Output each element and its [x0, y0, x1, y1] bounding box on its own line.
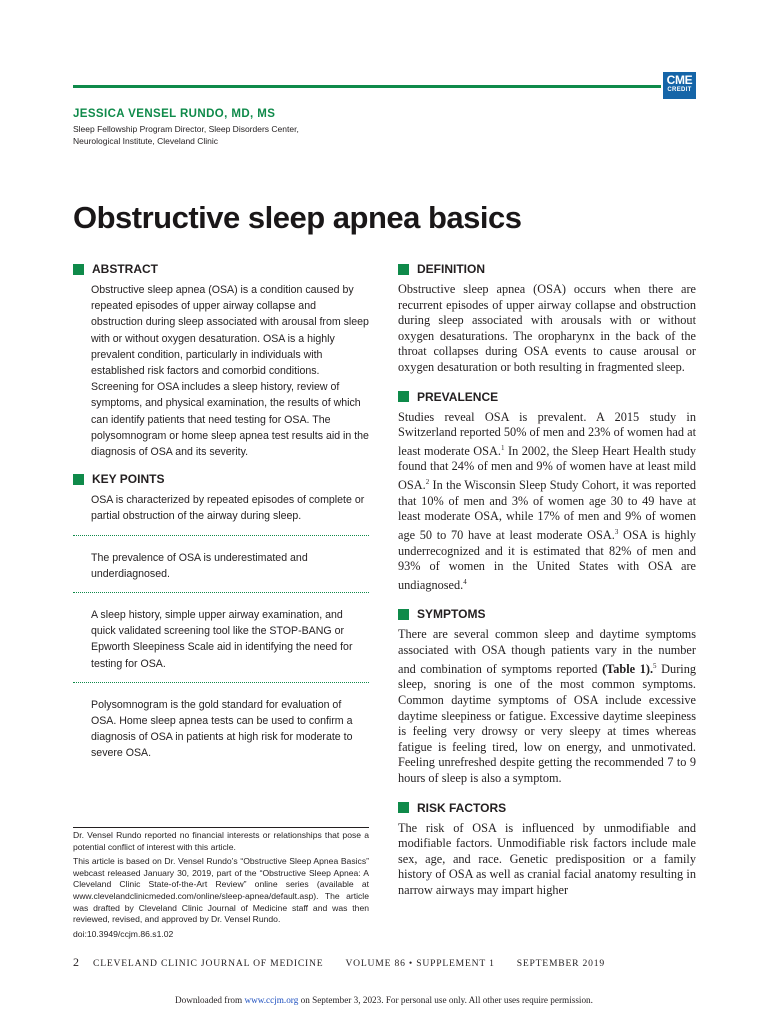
section-marker-icon: [398, 264, 409, 275]
prevalence-text: [398, 410, 696, 594]
page-number: 2: [73, 955, 79, 969]
abstract-heading: [73, 262, 369, 276]
prevalence-text-3: In the Wisconsin Sleep Study Cohort, it was reported that 10% of men and 3% of women age 30 to 49 have at least moderate OSA, while 17% of men and 9% of women age 50 to 70 have at least moderate OSA.: [398, 478, 696, 542]
section-marker-icon: [398, 802, 409, 813]
abstract-text: Obstructive sleep apnea (OSA) is a condition caused by repeated episodes of upper airway collapse and obstruction during sleep associated with arousal from sleep with or without oxygen desaturation. OSA is a highly prevalent condition, particularly in individuals with established risk factors and comorbid conditions. Screening for OSA includes a sleep history, review of symptoms, and physical examination, the results of which can identify patients that need testing for OSA. The polysomnogram or home sleep apnea test results aid in the diagnosis of OSA and its severity.: [91, 284, 369, 459]
key-points-heading: [73, 472, 369, 486]
disclosure-note: Dr. Vensel Rundo reported no financial interests or relationships that pose a potential conflict of interest with this article.: [73, 830, 369, 852]
symptoms-heading-label: SYMPTOMS: [417, 607, 486, 622]
table-1-reference[interactable]: (Table 1).: [602, 661, 654, 676]
prevalence-text-4: OSA is highly underrecognized and it is estimated that 82% of men and 93% of women in the United States with OSA are undiagnosed.: [398, 528, 697, 592]
reference-3: 3: [614, 527, 619, 536]
download-prefix: Downloaded from: [175, 995, 245, 1005]
affiliation-line-1: Sleep Fellowship Program Director, Sleep Disorders Center,: [73, 124, 299, 134]
key-points-heading-label: KEY POINTS: [92, 472, 165, 487]
prevalence-text-1: Studies reveal OSA is prevalent. A 2015 study in Switzerland reported 50% of men and 23% of women had at least moderate OSA.: [398, 409, 696, 458]
article-notes: [73, 830, 369, 943]
section-marker-icon: [73, 474, 84, 485]
prevalence-heading-label: PREVALENCE: [417, 389, 499, 404]
page-footer: [73, 955, 605, 970]
symptoms-text-2: During sleep, snoring is one of the most common symptoms. Common daytime symptoms of OSA include excessive daytime sleepiness or fatigue. Excessive daytime sleepiness is feeling very drowsy or very sleepy at times whereas fatigue is feeling tired, low on energy, and unmotivated. Feeling unrefreshed despite getting the recommended 7 to 9 hours of sleep is also a symptom.: [398, 661, 696, 785]
section-marker-icon: [398, 609, 409, 620]
journal-name: CLEVELAND CLINIC JOURNAL OF MEDICINE: [93, 958, 324, 969]
abstract-heading-label: ABSTRACT: [92, 262, 158, 276]
doi: doi:10.3949/ccjm.86.s1.02: [73, 928, 174, 939]
reference-4: 4: [463, 577, 467, 586]
risk-factors-text: The risk of OSA is influenced by unmodifiable and modifiable factors. Unmodifiable risk factors include male sex, age, and race. Genetic predisposition or a family history of OSA as well as cranial facial anatomy resulting in narrow airways may impart higher: [398, 820, 696, 897]
affiliation-line-2: Neurological Institute, Cleveland Clinic: [73, 136, 219, 146]
key-point-item: Polysomnogram is the gold standard for evaluation of OSA. Home sleep apnea tests can be used to confirm a diagnosis of OSA in patients at high risk for moderate to severe OSA.: [91, 698, 353, 760]
reference-1: 1: [500, 443, 505, 452]
ccjm-link[interactable]: www.ccjm.org: [244, 995, 299, 1005]
cme-credit-badge: [663, 72, 696, 99]
key-point-item: OSA is characterized by repeated episodes of complete or partial obstruction of the airway during sleep.: [73, 492, 369, 535]
author-affiliation: [73, 123, 373, 147]
risk-factors-heading: [398, 801, 696, 815]
header-rule: [73, 85, 661, 88]
reference-2: 2: [425, 478, 430, 487]
right-column: [398, 262, 696, 912]
volume-info: VOLUME 86 • SUPPLEMENT 1: [345, 958, 495, 969]
risk-factors-heading-label: RISK FACTORS: [417, 800, 507, 815]
prevalence-text-2: In 2002, the Sleep Heart Health study found that 24% of men and 9% of women have at least mild OSA.: [398, 443, 696, 493]
prevalence-heading: [398, 390, 696, 404]
section-marker-icon: [73, 264, 84, 275]
article-title: Obstructive sleep apnea basics: [73, 200, 522, 235]
download-suffix: on September 3, 2023. For personal use only. All other uses require permission.: [298, 995, 593, 1005]
definition-text: Obstructive sleep apnea (OSA) occurs when there are recurrent episodes of upper airway collapse and obstruction during sleep associated with arousals with or without oxygen desaturations. The oropharynx in the back of the throat collapses during OSA events to cause arousal or oxygen desaturation or both resulting in fragmented sleep.: [398, 282, 696, 374]
credit-label: CREDIT: [667, 87, 692, 93]
key-point-item: A sleep history, simple upper airway examination, and quick validated screening tool like the STOP-BANG or Epworth Sleepiness Scale aid in identifying the need for testing for OSA.: [73, 601, 369, 683]
author-name: JESSICA VENSEL RUNDO, MD, MS: [73, 108, 276, 120]
definition-heading: [398, 262, 696, 276]
definition-heading-label: DEFINITION: [417, 262, 485, 276]
section-marker-icon: [398, 391, 409, 402]
left-column: [73, 262, 369, 780]
symptoms-text: [398, 627, 696, 786]
key-point-item: The prevalence of OSA is underestimated and underdiagnosed.: [73, 544, 369, 593]
symptoms-text-1: There are several common sleep and daytime symptoms associated with OSA though patients vary in the number and combination of symptoms reported: [398, 627, 696, 676]
issue-date: SEPTEMBER 2019: [516, 958, 605, 969]
source-note: This article is based on Dr. Vensel Rundo’s “Obstructive Sleep Apnea Basics” webcast released January 30, 2019, part of the “Obstructive Sleep Apnea: A Cleveland Clinic State-of-the-Art Review” online series (available at www.clevelandclinicmeded.com/online/sleep-apnea/default.asp). The article was drafted by Cleveland Clinic Journal of Medicine staff and was then reviewed, revised, and approved by Dr. Vensel Rundo.: [73, 856, 369, 925]
reference-5: 5: [653, 661, 657, 670]
notes-divider: [73, 827, 369, 828]
cme-label: CME: [666, 73, 693, 87]
symptoms-heading: [398, 607, 696, 621]
download-notice: [0, 995, 768, 1005]
